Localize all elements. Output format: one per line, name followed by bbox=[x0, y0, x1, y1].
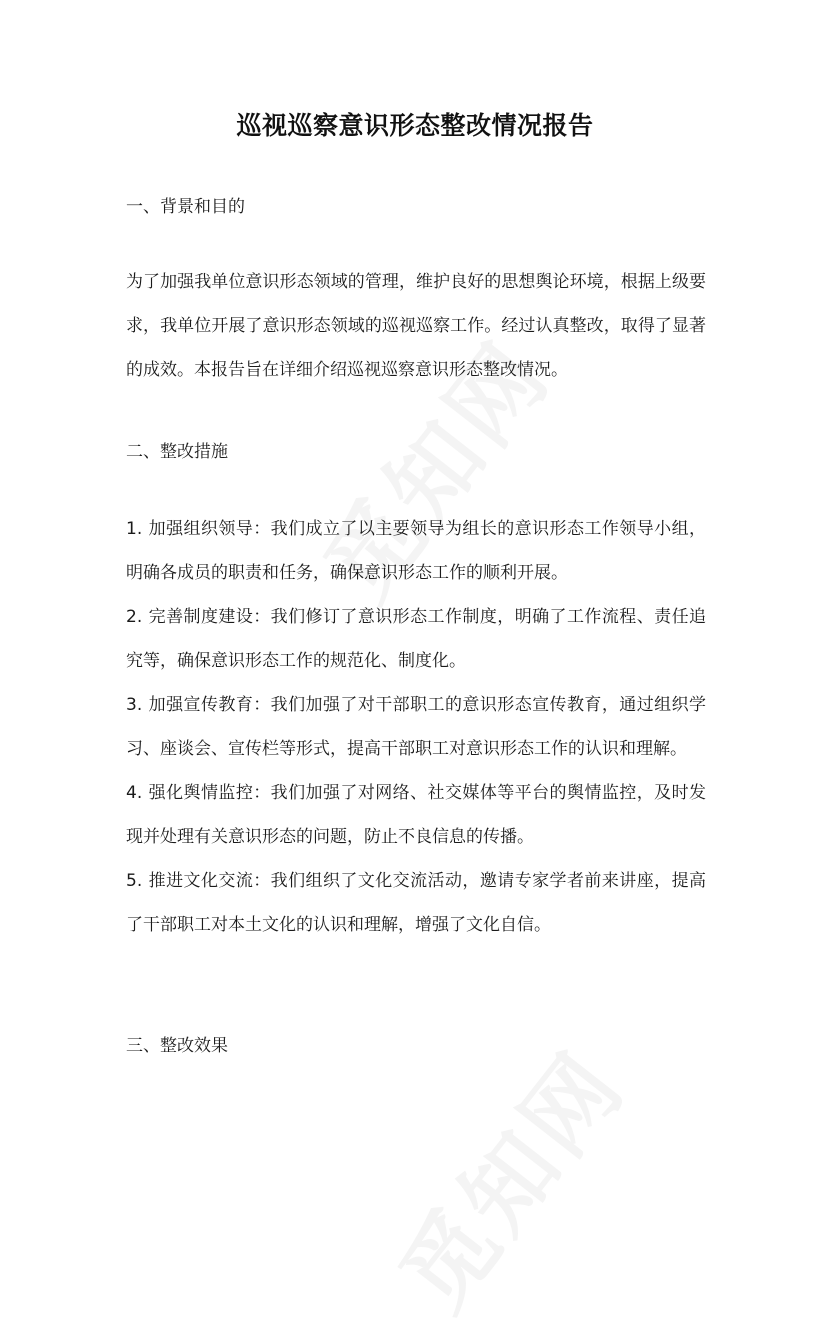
list-item-number: 4. bbox=[126, 783, 143, 803]
list-item-text: 强化舆情监控：我们加强了对网络、社交媒体等平台的舆情监控，及时发现并处理有关意识形态的问题，防止不良信息的传播。 bbox=[126, 783, 706, 847]
list-item bbox=[126, 507, 706, 595]
list-item-text: 加强组织领导：我们成立了以主要领导为组长的意识形态工作领导小组，明确各成员的职责和任务，确保意识形态工作的顺利开展。 bbox=[126, 519, 706, 583]
list-item-number: 2. bbox=[126, 607, 143, 627]
section-heading-results: 三、整改效果 bbox=[126, 1036, 228, 1056]
list-item-number: 5. bbox=[126, 871, 143, 891]
measures-list bbox=[126, 507, 706, 947]
document-title: 巡视巡察意识形态整改情况报告 bbox=[236, 111, 594, 140]
section-paragraph-background: 为了加强我单位意识形态领域的管理，维护良好的思想舆论环境，根据上级要求，我单位开展了意识形态领域的巡视巡察工作。经过认真整改，取得了显著的成效。本报告旨在详细介绍巡视巡察意识形态整改情况。 bbox=[126, 272, 706, 380]
list-item-text: 完善制度建设：我们修订了意识形态工作制度，明确了工作流程、责任追究等，确保意识形态工作的规范化、制度化。 bbox=[126, 607, 706, 671]
list-item-number: 1. bbox=[126, 519, 143, 539]
watermark bbox=[364, 1020, 649, 1332]
list-item bbox=[126, 859, 706, 947]
list-item bbox=[126, 595, 706, 683]
list-item-number: 3. bbox=[126, 695, 143, 715]
section-heading-background: 一、背景和目的 bbox=[126, 197, 245, 217]
section-heading-measures: 二、整改措施 bbox=[126, 442, 228, 462]
list-item-text: 推进文化交流：我们组织了文化交流活动，邀请专家学者前来讲座，提高了干部职工对本土文化的认识和理解，增强了文化自信。 bbox=[126, 871, 706, 935]
list-item-text: 加强宣传教育：我们加强了对干部职工的意识形态宣传教育，通过组织学习、座谈会、宣传栏等形式，提高干部职工对意识形态工作的认识和理解。 bbox=[126, 695, 706, 759]
list-item bbox=[126, 771, 706, 859]
list-item bbox=[126, 683, 706, 771]
